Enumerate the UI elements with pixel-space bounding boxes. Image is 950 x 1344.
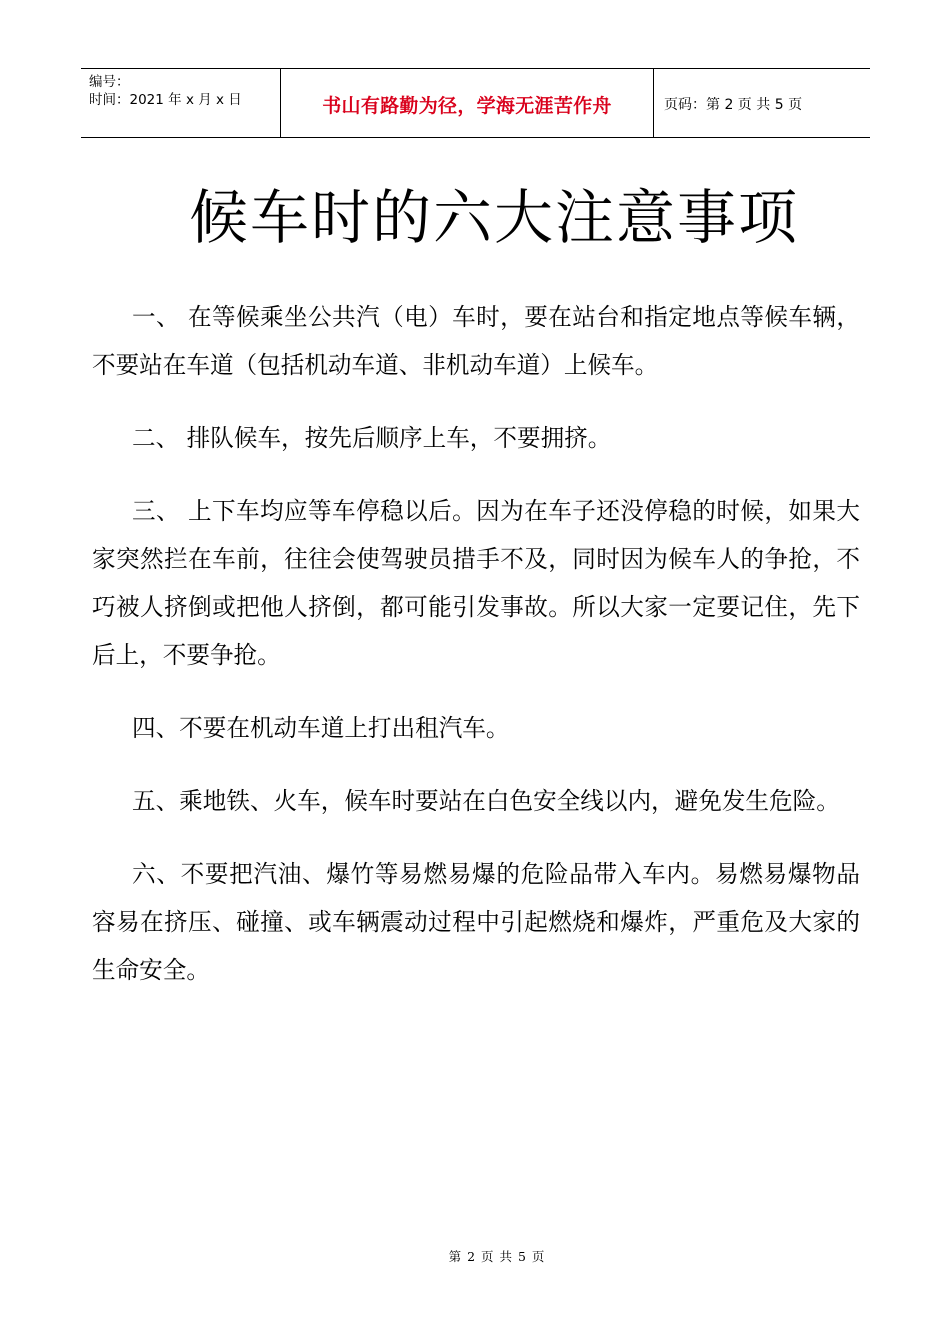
header-page-cell — [654, 69, 870, 137]
paragraph-1: 一、 在等候乘坐公共汽（电）车时，要在站台和指定地点等候车辆，不要站在车道（包括机动车道、非机动车道）上候车。 — [92, 303, 860, 379]
paragraph-5: 五、乘地铁、火车，候车时要站在白色安全线以内，避免发生危险。 — [132, 787, 840, 815]
paragraph-3: 三、 上下车均应等车停稳以后。因为在车子还没停稳的时候，如果大家突然拦在车前，往往会使驾驶员措手不及，同时因为候车人的争抢，不巧被人挤倒或把他人挤倒，都可能引发事故。所以大家一定要记住，先下后上，不要争抢。 — [92, 497, 860, 669]
document-title: 候车时的六大注意事项 — [188, 183, 799, 252]
paragraph-4: 四、不要在机动车道上打出租汽车。 — [132, 714, 510, 742]
document-body — [92, 293, 860, 1019]
header-motto-cell — [281, 69, 654, 137]
header-page-info: 页码：第 2 页 共 5 页 — [664, 97, 803, 113]
paragraph-6: 六、不要把汽油、爆竹等易燃易爆的危险品带入车内。易燃易爆物品容易在挤压、碰撞、或车辆震动过程中引起燃烧和爆炸，严重危及大家的生命安全。 — [92, 860, 860, 984]
page-header — [81, 68, 870, 138]
page-footer: 第 2 页 共 5 页 — [448, 1249, 546, 1264]
header-meta-cell — [81, 69, 281, 137]
paragraph-2: 二、 排队候车，按先后顺序上车，不要拥挤。 — [132, 424, 612, 452]
document-number-label: 编号： — [89, 74, 130, 90]
document-time-label: 时间：2021 年 x 月 x 日 — [89, 92, 242, 108]
header-motto: 书山有路勤为径，学海无涯苦作舟 — [322, 94, 612, 117]
